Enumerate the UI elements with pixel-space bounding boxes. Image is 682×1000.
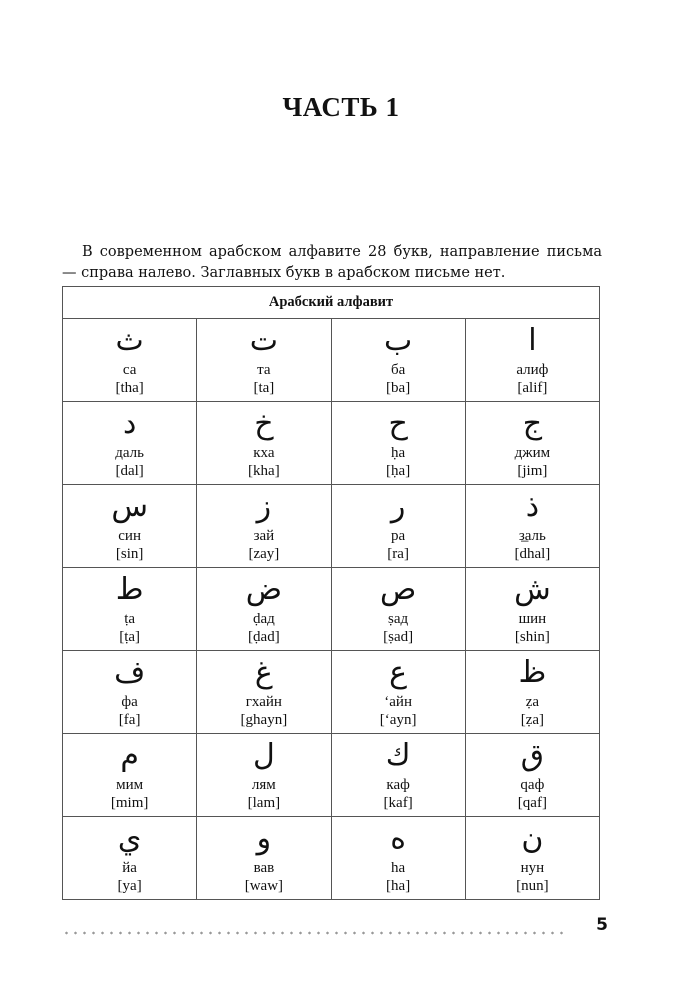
- letter-cell: [197, 817, 331, 900]
- letter-transliteration: [kaf]: [383, 795, 413, 811]
- letter-glyph: ل: [252, 738, 275, 773]
- letter-glyph: ب: [384, 323, 413, 358]
- letter-glyph: ت: [249, 323, 278, 358]
- letter-transliteration: [dhal]: [514, 546, 551, 562]
- letter-transliteration: [shin]: [514, 629, 550, 645]
- letter-transliteration: [kha]: [248, 463, 280, 479]
- letter-name: ṭа: [124, 611, 136, 627]
- letter-glyph: ه: [390, 821, 406, 856]
- letter-transliteration: [ra]: [387, 546, 409, 562]
- letter-cell: [197, 319, 331, 402]
- letter-glyph: خ: [254, 406, 274, 441]
- letter-transliteration: [‘ayn]: [379, 712, 417, 728]
- letter-transliteration: [qaf]: [517, 795, 547, 811]
- letter-cell: [63, 817, 197, 900]
- letter-name: ра: [391, 528, 406, 544]
- letter-cell: [331, 319, 465, 402]
- letter-cell: [331, 568, 465, 651]
- table-header: Арабский алфавит: [63, 287, 600, 319]
- letter-name: ha: [391, 860, 406, 876]
- letter-cell: [331, 485, 465, 568]
- letter-cell: [331, 817, 465, 900]
- intro-paragraph: В современном арабском алфавите 28 букв, направление письма — справа налево. Заглавных букв в арабском письме нет.: [62, 243, 602, 281]
- footer-dotted-rule: [62, 931, 567, 935]
- letter-transliteration: [ẓa]: [520, 712, 545, 728]
- letter-cell: [465, 485, 599, 568]
- letter-name: нун: [520, 860, 545, 876]
- letter-glyph: ز: [256, 489, 272, 524]
- letter-name: са: [122, 362, 137, 378]
- letter-name: ḍад: [252, 611, 275, 627]
- letter-cell: [465, 734, 599, 817]
- letter-cell: [465, 319, 599, 402]
- letter-transliteration: [ghayn]: [240, 712, 288, 728]
- letter-cell: [197, 651, 331, 734]
- letter-glyph: ي: [117, 821, 142, 856]
- letter-glyph: ش: [514, 572, 551, 607]
- letter-glyph: ذ: [525, 489, 540, 524]
- letter-cell: [63, 734, 197, 817]
- letter-name: син: [118, 528, 141, 544]
- letter-name: вав: [253, 860, 275, 876]
- letter-cell: [465, 402, 599, 485]
- letter-transliteration: [ḥa]: [386, 463, 411, 479]
- letter-name: йа: [122, 860, 137, 876]
- letter-name: алиф: [516, 362, 549, 378]
- letter-glyph: ق: [520, 738, 545, 773]
- letter-transliteration: [ṭa]: [119, 629, 141, 645]
- letter-name: фа: [121, 694, 138, 710]
- letter-cell: [197, 485, 331, 568]
- letter-name: з̲аль: [518, 528, 546, 544]
- letter-name: мим: [116, 777, 144, 793]
- letter-transliteration: [ba]: [386, 380, 411, 396]
- letter-cell: [331, 651, 465, 734]
- letter-transliteration: [fa]: [118, 712, 141, 728]
- letter-glyph: ط: [115, 572, 144, 607]
- letter-transliteration: [tha]: [115, 380, 144, 396]
- letter-glyph: ع: [389, 655, 408, 690]
- letter-cell: [63, 651, 197, 734]
- letter-transliteration: [lam]: [247, 795, 281, 811]
- letter-transliteration: [ṣad]: [383, 629, 414, 645]
- letter-cell: [197, 402, 331, 485]
- table-row: [63, 568, 600, 651]
- letter-cell: [331, 402, 465, 485]
- letter-name: ṣад: [388, 611, 409, 627]
- letter-name: джим: [514, 445, 551, 461]
- letter-name: та: [257, 362, 271, 378]
- letter-transliteration: [jim]: [517, 463, 548, 479]
- letter-name: лям: [251, 777, 276, 793]
- letter-transliteration: [waw]: [244, 878, 284, 894]
- letter-name: ẓа: [525, 694, 540, 710]
- letter-cell: [465, 817, 599, 900]
- letter-glyph: ض: [245, 572, 283, 607]
- letter-glyph: ظ: [518, 655, 547, 690]
- letter-glyph: ح: [388, 406, 408, 441]
- letter-glyph: م: [120, 738, 139, 773]
- letter-glyph: ن: [521, 821, 544, 856]
- letter-transliteration: [mim]: [110, 795, 149, 811]
- letter-name: qаф: [520, 777, 545, 793]
- table-row: [63, 651, 600, 734]
- letter-cell: [63, 568, 197, 651]
- table-row: [63, 402, 600, 485]
- letter-glyph: ر: [390, 489, 406, 524]
- alphabet-body: [63, 319, 600, 900]
- letter-name: ба: [390, 362, 406, 378]
- letter-name: гхайн: [245, 694, 282, 710]
- table-row: [63, 319, 600, 402]
- letter-transliteration: [ha]: [386, 878, 411, 894]
- letter-glyph: ك: [385, 738, 411, 773]
- letter-name: зай: [253, 528, 275, 544]
- table-row: [63, 485, 600, 568]
- letter-transliteration: [dal]: [115, 463, 144, 479]
- letter-transliteration: [ḍad]: [248, 629, 280, 645]
- letter-cell: [63, 319, 197, 402]
- table-row: [63, 734, 600, 817]
- letter-cell: [63, 485, 197, 568]
- letter-transliteration: [ya]: [117, 878, 142, 894]
- table-row: [63, 817, 600, 900]
- letter-glyph: ص: [379, 572, 417, 607]
- letter-glyph: ا: [528, 323, 537, 358]
- page-title: ЧАСТЬ 1: [282, 92, 400, 123]
- letter-glyph: و: [256, 821, 272, 856]
- letter-cell: [465, 651, 599, 734]
- letter-transliteration: [nun]: [516, 878, 549, 894]
- letter-glyph: ج: [522, 406, 543, 441]
- letter-cell: [197, 568, 331, 651]
- letter-glyph: غ: [254, 655, 273, 690]
- letter-transliteration: [alif]: [517, 380, 548, 396]
- letter-glyph: ف: [114, 655, 146, 690]
- letter-cell: [63, 402, 197, 485]
- letter-glyph: س: [111, 489, 148, 524]
- letter-name: каф: [386, 777, 410, 793]
- alphabet-table: [62, 286, 600, 900]
- letter-transliteration: [sin]: [115, 546, 144, 562]
- letter-cell: [465, 568, 599, 651]
- letter-cell: [331, 734, 465, 817]
- letter-glyph: د: [122, 406, 137, 441]
- letter-cell: [197, 734, 331, 817]
- page-number: 5: [596, 915, 608, 935]
- letter-name: кха: [253, 445, 275, 461]
- letter-name: ḥа: [391, 445, 406, 461]
- letter-name: шин: [518, 611, 547, 627]
- letter-name: ‘айн: [384, 694, 412, 710]
- letter-name: даль: [115, 445, 144, 461]
- letter-transliteration: [ta]: [253, 380, 275, 396]
- letter-glyph: ث: [115, 323, 144, 358]
- letter-transliteration: [zay]: [248, 546, 280, 562]
